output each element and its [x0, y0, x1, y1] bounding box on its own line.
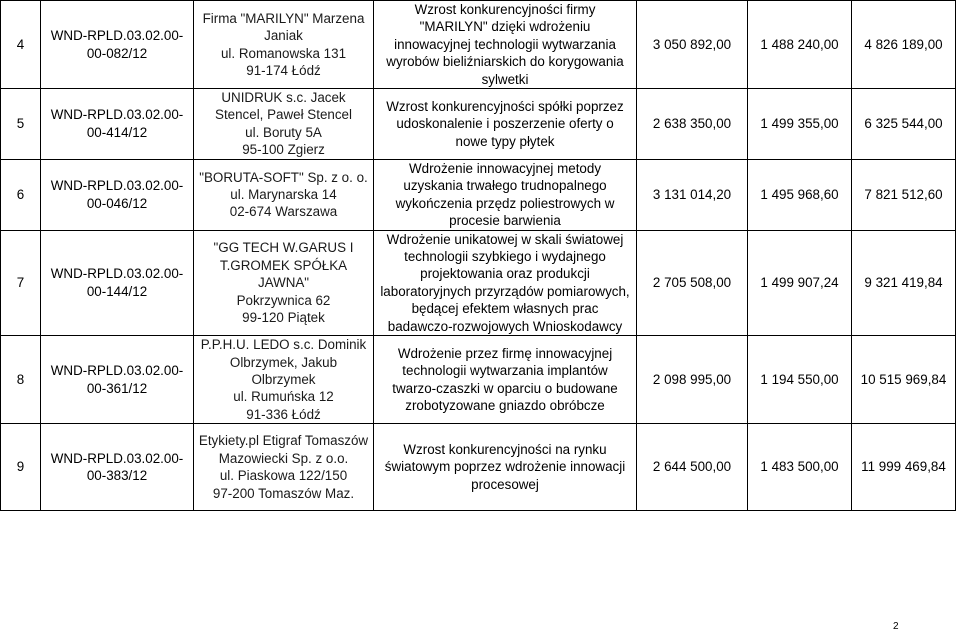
beneficiary [194, 1, 374, 89]
beneficiary-line: Mazowiecki Sp. z o.o. [218, 450, 349, 466]
project-title-line: Wzrost konkurencyjności na rynku [403, 442, 607, 458]
beneficiary-line: Janiak [264, 28, 303, 44]
beneficiary-line: ul. Romanowska 131 [220, 45, 347, 61]
beneficiary-line: Pokrzywnica 62 [236, 292, 331, 308]
table-row [1, 1, 956, 89]
table-row [1, 230, 956, 335]
project-title-line: zrobotyzowane gniazdo obróbcze [405, 398, 605, 414]
application-number: WND-RPLD.03.02.00-00-144/12 [41, 230, 194, 335]
project-title-line: Wdrożenie unikatowej w skali światowej [386, 231, 624, 247]
beneficiary-line: ul. Marynarska 14 [230, 186, 337, 202]
beneficiary-line: Etykiety.pl Etigraf Tomaszów [198, 433, 369, 449]
application-number: WND-RPLD.03.02.00-00-082/12 [41, 1, 194, 89]
row-number: 7 [1, 230, 41, 335]
subsidy-amount: 1 488 240,00 [748, 1, 852, 89]
project-title-line: Wdrożenie przez firmę innowacyjnej [397, 345, 613, 361]
beneficiary-line: T.GROMEK SPÓŁKA [219, 257, 348, 273]
beneficiary-line: ul. Boruty 5A [245, 124, 322, 140]
project-title [374, 1, 637, 89]
project-title-line: badawczo-rozwojowych Wnioskodawcy [387, 318, 623, 334]
application-number: WND-RPLD.03.02.00-00-414/12 [41, 89, 194, 160]
beneficiary-line: "GG TECH W.GARUS I [213, 240, 354, 256]
subsidy-amount: 1 483 500,00 [748, 424, 852, 511]
eligible-cost: 2 098 995,00 [637, 336, 748, 424]
project-title-line: sylwetki [481, 71, 529, 87]
row-number: 9 [1, 424, 41, 511]
beneficiary-line: UNIDRUK s.c. Jacek [221, 90, 346, 106]
project-title [374, 336, 637, 424]
row-number: 4 [1, 1, 41, 89]
cumulative-total: 6 325 544,00 [852, 89, 956, 160]
project-title-line: wyrobów bieliźniarskich do korygowania [386, 54, 624, 70]
project-title-line: "MARILYN" dzięki wdrożeniu [419, 19, 591, 35]
application-number: WND-RPLD.03.02.00-00-383/12 [41, 424, 194, 511]
row-number: 6 [1, 159, 41, 230]
beneficiary-line: ul. Piaskowa 122/150 [219, 468, 348, 484]
beneficiary [194, 424, 374, 511]
project-title [374, 424, 637, 511]
project-title-line: procesowej [471, 476, 539, 492]
beneficiary-line: Stencel, Paweł Stencel [215, 107, 352, 123]
project-title-line: Wzrost konkurencyjności spółki poprzez [386, 98, 624, 114]
project-title-line: udoskonalenie i poszerzenie oferty o [396, 116, 614, 132]
cumulative-total: 9 321 419,84 [852, 230, 956, 335]
table-row [1, 89, 956, 160]
project-title-line: laboratoryjnych przyrządów pomiarowych, [380, 283, 630, 299]
table-row [1, 159, 956, 230]
subsidy-amount: 1 194 550,00 [748, 336, 852, 424]
project-title [374, 230, 637, 335]
project-title-line: wykończenia przędz poliestrowych w [395, 195, 615, 211]
subsidy-amount: 1 495 968,60 [748, 159, 852, 230]
beneficiary [194, 159, 374, 230]
application-number: WND-RPLD.03.02.00-00-361/12 [41, 336, 194, 424]
beneficiary-line: ul. Rumuńska 12 [233, 389, 334, 405]
project-title [374, 89, 637, 160]
project-title-line: uzyskania trwałego trudnopalnego [403, 178, 607, 194]
project-title-line: technologii wytwarzania implantów [402, 363, 608, 379]
beneficiary-line: Firma "MARILYN" Marzena [202, 10, 365, 26]
table-row [1, 424, 956, 511]
beneficiary [194, 89, 374, 160]
project-title-line: będącej efektem własnych prac [411, 301, 599, 317]
beneficiary-line: P.P.H.U. LEDO s.c. Dominik [200, 337, 367, 353]
eligible-cost: 2 644 500,00 [637, 424, 748, 511]
cumulative-total: 11 999 469,84 [852, 424, 956, 511]
beneficiary-line: 95-100 Zgierz [242, 142, 325, 158]
beneficiary-line: 91-174 Łódź [246, 62, 321, 78]
eligible-cost: 3 131 014,20 [637, 159, 748, 230]
project-title-line: technologii szybkiego i wydajnego [404, 249, 606, 265]
project-title-line: twarzo-czaszki w oparciu o budowane [392, 380, 618, 396]
page-number: 2 [893, 621, 899, 632]
cumulative-total: 7 821 512,60 [852, 159, 956, 230]
beneficiary-line: 91-336 Łódź [246, 406, 321, 422]
project-title-line: projektowania oraz produkcji [420, 266, 590, 282]
beneficiary [194, 230, 374, 335]
eligible-cost: 2 638 350,00 [637, 89, 748, 160]
row-number: 8 [1, 336, 41, 424]
row-number: 5 [1, 89, 41, 160]
beneficiary-line: 02-674 Warszawa [229, 204, 338, 220]
beneficiary-line: "BORUTA-SOFT" Sp. z o. o. [199, 169, 368, 185]
project-title-line: nowe typy płytek [455, 133, 555, 149]
beneficiary [194, 336, 374, 424]
beneficiary-line: Olbrzymek [251, 371, 316, 387]
application-number: WND-RPLD.03.02.00-00-046/12 [41, 159, 194, 230]
eligible-cost: 2 705 508,00 [637, 230, 748, 335]
project-title-line: światowym poprzez wdrożenie innowacji [384, 459, 626, 475]
project-title-line: innowacyjnej technologii wytwarzania [394, 36, 616, 52]
cumulative-total: 4 826 189,00 [852, 1, 956, 89]
project-title-line: Wzrost konkurencyjności firmy [414, 2, 596, 17]
beneficiary-line: 97-200 Tomaszów Maz. [212, 485, 355, 501]
beneficiary-line: 99-120 Piątek [242, 309, 325, 325]
subsidy-amount: 1 499 355,00 [748, 89, 852, 160]
project-title-line: Wdrożenie innowacyjnej metody [408, 160, 602, 176]
subsidy-amount: 1 499 907,24 [748, 230, 852, 335]
project-title [374, 159, 637, 230]
project-title-line: procesie barwienia [449, 213, 561, 229]
beneficiary-line: Olbrzymek, Jakub [229, 354, 338, 370]
eligible-cost: 3 050 892,00 [637, 1, 748, 89]
beneficiary-line: JAWNA" [257, 275, 310, 291]
cumulative-total: 10 515 969,84 [852, 336, 956, 424]
table-row [1, 336, 956, 424]
